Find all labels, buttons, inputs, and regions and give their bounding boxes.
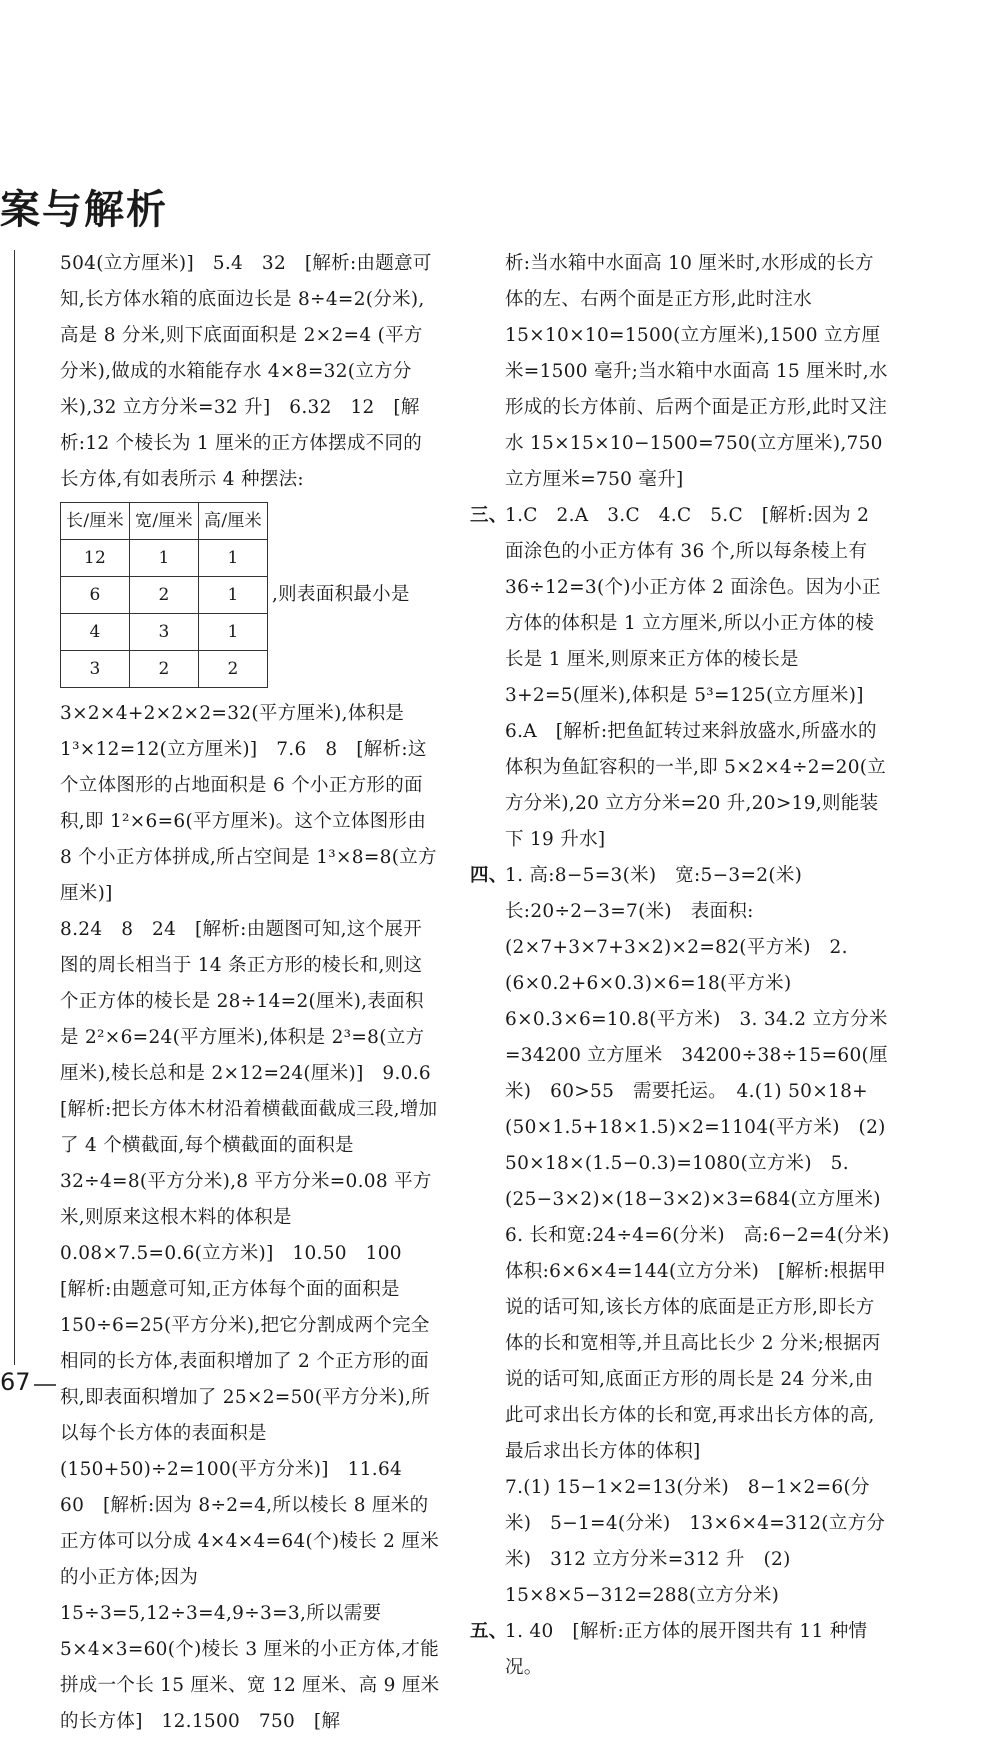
left-paragraph-1: 504(立方厘米)] 5.4 32 [解析:由题意可知,长方体水箱的底面边长是 8÷4=2(分米),高是 8 分米,则下底面面积是 2×2=4 (平方分米),做成的水箱能存水 4×8=32(立方分米),32 立方分米=32 升] 6.32 12 [解析:12 个棱长为 1 厘米的正方体摆成不同的长方体,有如表所示 4 种摆法:	[60, 253, 432, 490]
table-row	[61, 651, 268, 688]
section-four	[470, 858, 909, 1470]
table-header-cell: 高/厘米	[199, 503, 268, 540]
section-four-question-7: 7.(1) 15−1×2=13(分米) 8−1×2=6(分米) 5−1=4(分米) 13×6×4=312(立方分米) 312 立方分米=312 升 (2) 15×8×5−312=288(立方分米)	[505, 1477, 886, 1606]
right-paragraph-1: 析:当水箱中水面高 10 厘米时,水形成的长方体的左、右两个面是正方形,此时注水 15×10×10=1500(立方厘米),1500 立方厘米=1500 毫升;当水箱中水面高 15 厘米时,水形成的长方体前、后两个面是正方形,此时又注水 15×15×10−1500=750(立方厘米),750 立方厘米=750 毫升]	[505, 253, 888, 490]
footer-dash	[34, 1384, 56, 1386]
left-paragraph-3: 8.24 8 24 [解析:由题图可知,这个展开图的周长相当于 14 条正方形的棱长和,则这个正方体的棱长是 28÷14=2(厘米),表面积是 2²×6=24(平方厘米),体积是 2³=8(立方厘米),棱长总和是 2×12=24(厘米)] 9.0.6 [解析:把长方体木材沿着横截面截成三段,增加了 4 个横截面,每个横截面的面积是 32÷4=8(平方分米),8 平方分米=0.08 平方米,则原来这根木料的体积是 0.08×7.5=0.6(立方米)] 10.50 100 [解析:由题意可知,正方体每个面的面积是 150÷6=25(平方分米),把它分割成两个完全相同的长方体,表面积增加了 2 个正方形的面积,即表面积增加了 25×2=50(平方分米),所以每个长方体的表面积是(150+50)÷2=100(平方分米)] 11.64 60 [解析:因为 8÷2=4,所以棱长 8 厘米的正方体可以分成 4×4×4=64(个)棱长 2 厘米的小正方体;因为 15÷3=5,12÷3=4,9÷3=3,所以需要 5×4×3=60(个)棱长 3 厘米的小正方体,才能拼成一个长 15 厘米、宽 12 厘米、高 9 厘米的长方体] 12.1500 750 [解	[60, 919, 450, 1732]
dimensions-table	[60, 502, 268, 688]
table-cell: 6	[61, 577, 130, 614]
section-three-text: 1.C 2.A 3.C 4.C 5.C [解析:因为 2 面涂色的小正方体有 36 个,所以每条棱上有 36÷12=3(个)小正方体 2 面涂色。因为小正方体的体积是 1 立方厘米,所以小正方体的棱长是 1 厘米,则原来正方体的棱长是 3+2=5(厘米),体积是 5³=125(立方厘米)] 6.A [解析:把鱼缸转过来斜放盛水,所盛水的体积为鱼缸容积的一半,即 5×2×4÷2=20(立方分米),20 立方分米=20 升,20>19,则能装下 19 升水]	[505, 505, 887, 850]
page-title: 案与解析	[0, 187, 168, 233]
section-three-label: 三、	[470, 505, 508, 526]
table-header-cell: 宽/厘米	[130, 503, 199, 540]
table-cell: 1	[199, 540, 268, 577]
table-cell: 2	[130, 577, 199, 614]
left-column	[60, 246, 450, 1740]
section-four-label: 四、	[470, 865, 508, 886]
table-cell: 2	[199, 651, 268, 688]
section-five-label: 五、	[470, 1621, 508, 1642]
table-cell: 3	[130, 614, 199, 651]
table-cell: 2	[130, 651, 199, 688]
right-column	[470, 246, 909, 1686]
page-number: 67	[0, 1368, 31, 1396]
table-cell: 3	[61, 651, 130, 688]
table-row	[61, 614, 268, 651]
table-header-cell: 长/厘米	[61, 503, 130, 540]
section-five	[470, 1614, 890, 1686]
section-five-text: 1. 40 [解析:正方体的展开图共有 11 种情况。	[505, 1621, 868, 1678]
section-three	[470, 498, 890, 858]
left-paragraph-2: 3×2×4+2×2×2=32(平方厘米),体积是 1³×12=12(立方厘米)] 7.6 8 [解析:这个立体图形的占地面积是 6 个小正方形的面积,即 1²×6=6(平方厘米)。这个立体图形由 8 个小正方体拼成,所占空间是 1³×8=8(立方厘米)]	[60, 703, 437, 904]
table-cell: 1	[199, 577, 268, 614]
table-row	[61, 577, 268, 614]
section-four-text: 1. 高:8−5=3(米) 宽:5−3=2(米) 长:20÷2−3=7(米) 表面积:(2×7+3×7+3×2)×2=82(平方米) 2.(6×0.2+6×0.3)×6=18(平方米) 6×0.3×6=10.8(平方米) 3. 34.2 立方分米=34200 立方厘米 34200÷38÷15=60(厘米) 60>55 需要托运。 4.(1) 50×18+(50×1.5+18×1.5)×2=1104(平方米) (2) 50×18×(1.5−0.3)=1080(立方米) 5.(25−3×2)×(18−3×2)×3=684(立方厘米) 6. 长和宽:24÷4=6(分米) 高:6−2=4(分米) 体积:6×6×4=144(立方分米) [解析:根据甲说的话可知,该长方体的底面是正方形,即长方体的长和宽相等,并且高比长少 2 分米;根据丙说的话可知,底面正方形的周长是 24 分米,由此可求出长方体的长和宽,再求出长方体的高,最后求出长方体的体积]	[505, 865, 909, 1462]
table-row	[61, 540, 268, 577]
table-cell: 1	[199, 614, 268, 651]
margin-rule	[14, 250, 15, 1365]
table-cell: 1	[130, 540, 199, 577]
table-tail-text: ,则表面积最小是	[272, 584, 410, 605]
table-cell: 4	[61, 614, 130, 651]
table-cell: 12	[61, 540, 130, 577]
table-block	[60, 502, 440, 688]
table-header-row	[61, 503, 268, 540]
